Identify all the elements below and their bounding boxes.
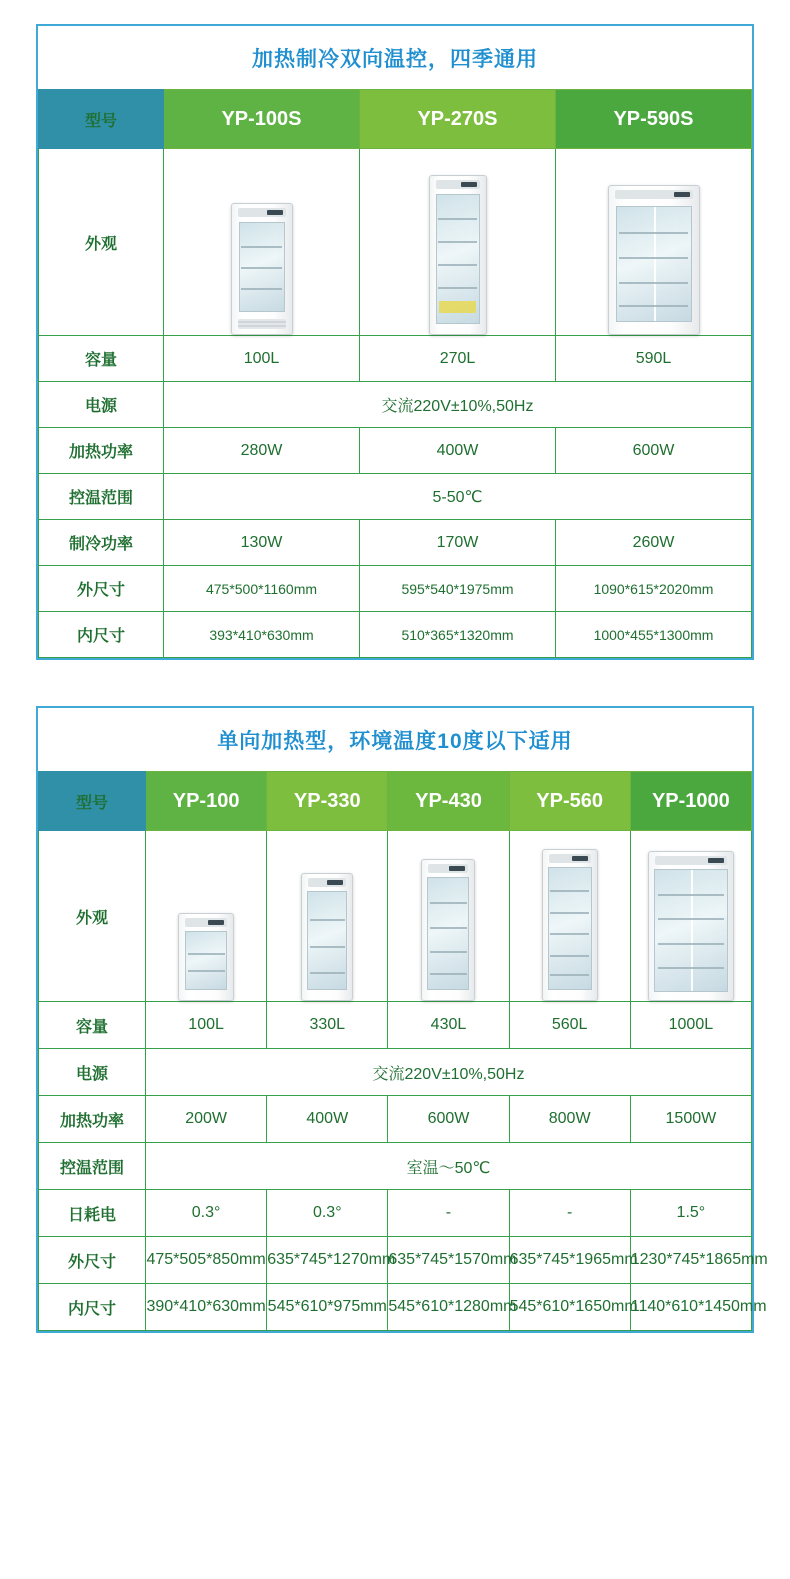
outer-dimensions-yp-270s: 595*540*1975mm	[360, 566, 556, 612]
power-supply-value-2: 交流220V±10%,50Hz	[146, 1049, 752, 1096]
header-label-model: 型号	[39, 90, 164, 149]
product-image-yp-430	[388, 831, 509, 1002]
product-image-yp-100s	[164, 149, 360, 336]
product-image-yp-330	[267, 831, 388, 1002]
table-row-outer-dimensions-2	[39, 1237, 752, 1284]
outer-dimensions-yp-430: 635*745*1570mm	[388, 1237, 509, 1284]
table-row-temperature-range	[39, 474, 752, 520]
row-label-temperature-range: 控温范围	[39, 474, 164, 520]
table-row-capacity	[39, 336, 752, 382]
daily-consumption-yp-100: 0.3°	[146, 1190, 267, 1237]
table-header-row-2	[39, 772, 752, 831]
inner-dimensions-yp-590s: 1000*455*1300mm	[556, 612, 752, 658]
temperature-range-value: 5-50℃	[164, 474, 752, 520]
row-label-power-supply-2: 电源	[39, 1049, 146, 1096]
row-label-inner-dimensions: 内尺寸	[39, 612, 164, 658]
inner-dimensions-yp-270s: 510*365*1320mm	[360, 612, 556, 658]
row-label-cooling-power: 制冷功率	[39, 520, 164, 566]
row-label-outer-dimensions-2: 外尺寸	[39, 1237, 146, 1284]
outer-dimensions-yp-590s: 1090*615*2020mm	[556, 566, 752, 612]
inner-dimensions-yp-1000: 1140*610*1450mm	[630, 1284, 751, 1331]
row-label-outer-dimensions: 外尺寸	[39, 566, 164, 612]
heating-power-yp-100s: 280W	[164, 428, 360, 474]
heating-power-yp-270s: 400W	[360, 428, 556, 474]
table-row-capacity-2	[39, 1002, 752, 1049]
capacity-yp-330: 330L	[267, 1002, 388, 1049]
capacity-yp-590s: 590L	[556, 336, 752, 382]
table-row-inner-dimensions-2	[39, 1284, 752, 1331]
inner-dimensions-yp-100s: 393*410*630mm	[164, 612, 360, 658]
table-row-heating-power	[39, 428, 752, 474]
daily-consumption-yp-430: -	[388, 1190, 509, 1237]
product-image-yp-560	[509, 831, 630, 1002]
table-row-inner-dimensions	[39, 612, 752, 658]
capacity-yp-100: 100L	[146, 1002, 267, 1049]
row-label-temperature-range-2: 控温范围	[39, 1143, 146, 1190]
table-row-appearance-2	[39, 831, 752, 1002]
row-label-daily-consumption: 日耗电	[39, 1190, 146, 1237]
table-row-outer-dimensions	[39, 566, 752, 612]
row-label-appearance-2: 外观	[39, 831, 146, 1002]
table-header-row	[39, 90, 752, 149]
row-label-power-supply: 电源	[39, 382, 164, 428]
table-row-heating-power-2	[39, 1096, 752, 1143]
row-label-inner-dimensions-2: 内尺寸	[39, 1284, 146, 1331]
table-row-power-supply-2	[39, 1049, 752, 1096]
header-label-model-2: 型号	[39, 772, 146, 831]
heating-power-yp-330: 400W	[267, 1096, 388, 1143]
header-model-yp-270s: YP-270S	[360, 90, 556, 149]
inner-dimensions-yp-330: 545*610*975mm	[267, 1284, 388, 1331]
header-model-yp-100s: YP-100S	[164, 90, 360, 149]
outer-dimensions-yp-100s: 475*500*1160mm	[164, 566, 360, 612]
daily-consumption-yp-330: 0.3°	[267, 1190, 388, 1237]
block-title: 加热制冷双向温控，四季通用	[252, 48, 538, 71]
cooling-power-yp-100s: 130W	[164, 520, 360, 566]
heating-power-yp-1000: 1500W	[630, 1096, 751, 1143]
row-label-capacity-2: 容量	[39, 1002, 146, 1049]
outer-dimensions-yp-1000: 1230*745*1865mm	[630, 1237, 751, 1284]
daily-consumption-yp-560: -	[509, 1190, 630, 1237]
spec-table-heating	[38, 771, 768, 1331]
spec-table-dual	[38, 89, 752, 658]
cooling-power-yp-270s: 170W	[360, 520, 556, 566]
spec-block-heating-only	[36, 706, 768, 1333]
outer-dimensions-yp-100: 475*505*850mm	[146, 1237, 267, 1284]
capacity-yp-1000: 1000L	[630, 1002, 751, 1049]
header-model-yp-560: YP-560	[509, 772, 630, 831]
capacity-yp-430: 430L	[388, 1002, 509, 1049]
header-model-yp-590s: YP-590S	[556, 90, 752, 149]
capacity-yp-270s: 270L	[360, 336, 556, 382]
row-label-capacity: 容量	[39, 336, 164, 382]
row-label-appearance: 外观	[39, 149, 164, 336]
capacity-yp-560: 560L	[509, 1002, 630, 1049]
table-row-temperature-range-2	[39, 1143, 752, 1190]
outer-dimensions-yp-330: 635*745*1270mm	[267, 1237, 388, 1284]
heating-power-yp-100: 200W	[146, 1096, 267, 1143]
product-image-yp-100	[146, 831, 267, 1002]
table-row-cooling-power	[39, 520, 752, 566]
table-row-appearance	[39, 149, 752, 336]
product-image-yp-1000	[630, 831, 751, 1002]
product-image-yp-270s	[360, 149, 556, 336]
header-model-yp-430: YP-430	[388, 772, 509, 831]
product-image-yp-590s	[556, 149, 752, 336]
temperature-range-value-2: 室温～50℃	[146, 1143, 752, 1190]
daily-consumption-yp-1000: 1.5°	[630, 1190, 751, 1237]
spec-block-dual-temperature	[36, 24, 754, 660]
header-model-yp-330: YP-330	[267, 772, 388, 831]
heating-power-yp-590s: 600W	[556, 428, 752, 474]
block-title-2: 单向加热型，环境温度10度以下适用	[217, 730, 573, 753]
table-row-daily-consumption	[39, 1190, 752, 1237]
heating-power-yp-430: 600W	[388, 1096, 509, 1143]
table-row-power-supply	[39, 382, 752, 428]
row-label-heating-power-2: 加热功率	[39, 1096, 146, 1143]
power-supply-value: 交流220V±10%,50Hz	[164, 382, 752, 428]
cooling-power-yp-590s: 260W	[556, 520, 752, 566]
capacity-yp-100s: 100L	[164, 336, 360, 382]
inner-dimensions-yp-560: 545*610*1650mm	[509, 1284, 630, 1331]
outer-dimensions-yp-560: 635*745*1965mm	[509, 1237, 630, 1284]
inner-dimensions-yp-100: 390*410*630mm	[146, 1284, 267, 1331]
header-model-yp-100: YP-100	[146, 772, 267, 831]
row-label-heating-power: 加热功率	[39, 428, 164, 474]
header-model-yp-1000: YP-1000	[630, 772, 751, 831]
inner-dimensions-yp-430: 545*610*1280mm	[388, 1284, 509, 1331]
page-footer-spacer	[36, 1379, 754, 1389]
heating-power-yp-560: 800W	[509, 1096, 630, 1143]
